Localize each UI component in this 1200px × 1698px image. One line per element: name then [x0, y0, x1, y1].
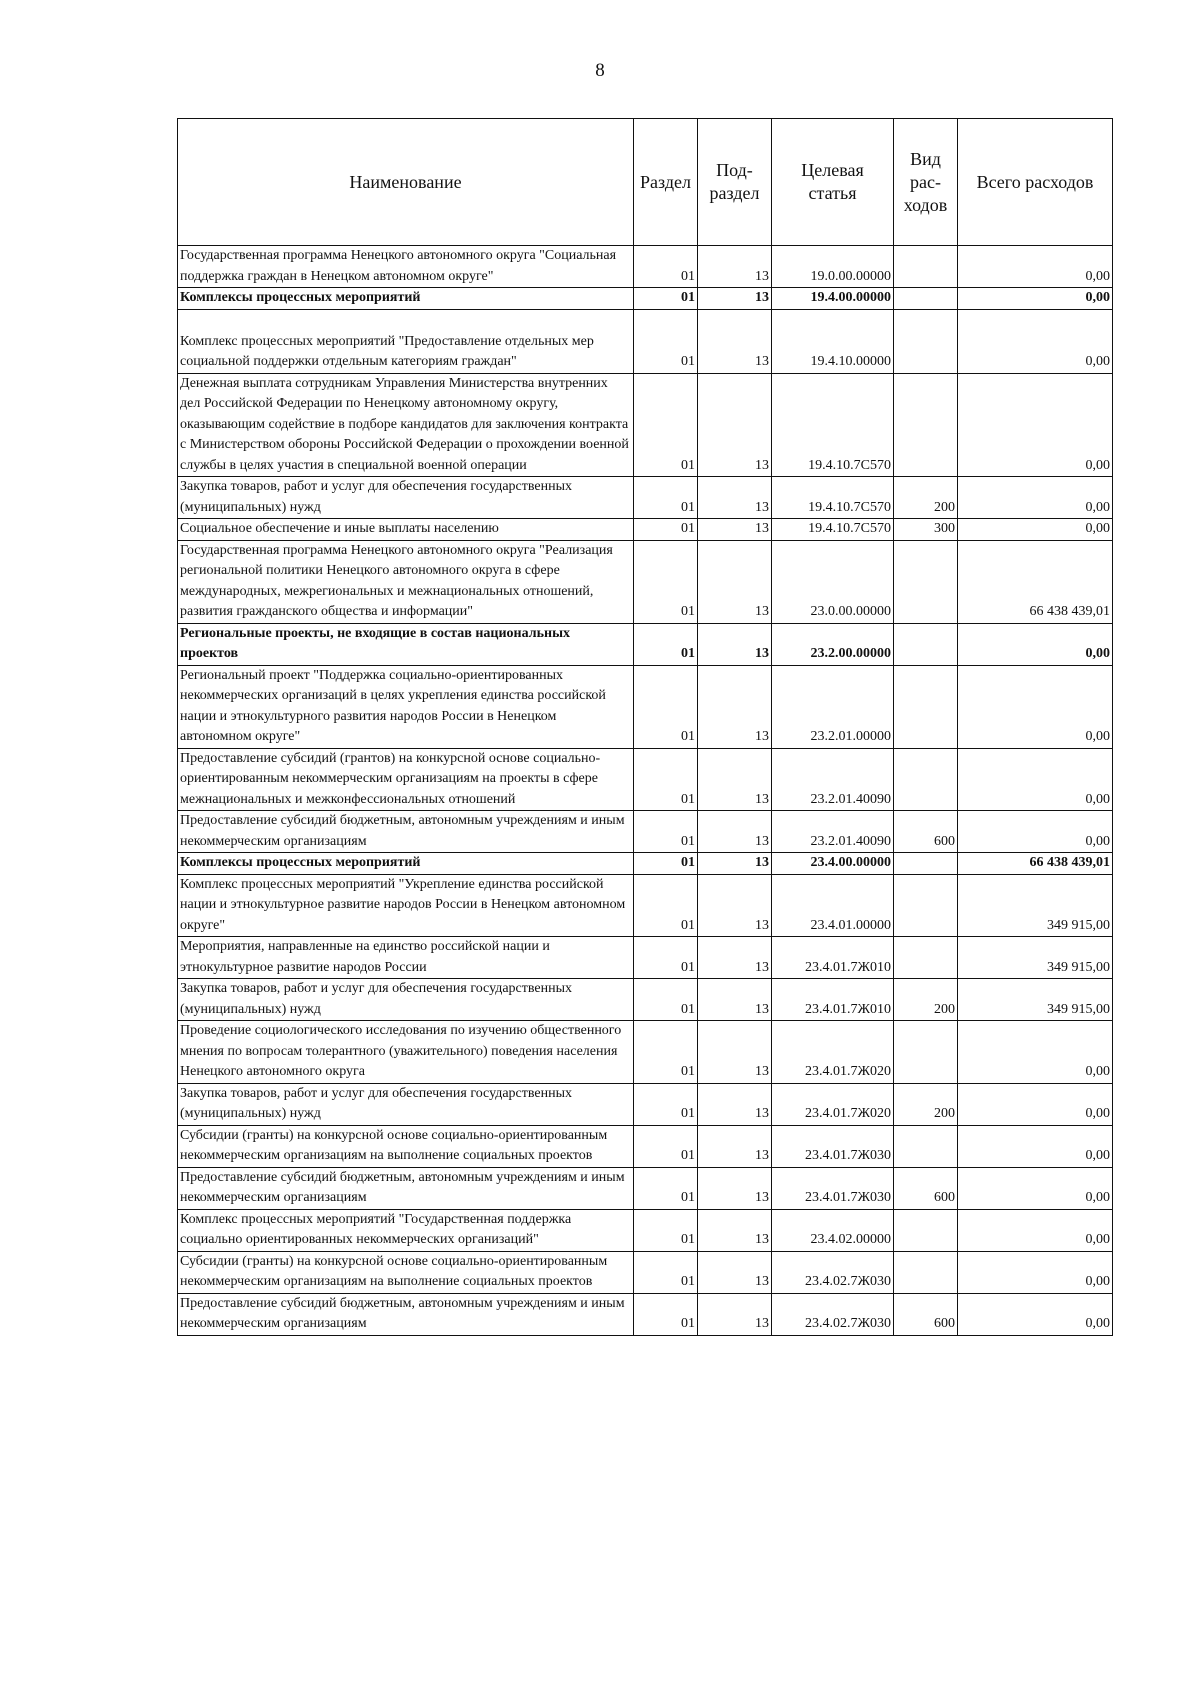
table-row — [178, 477, 1113, 519]
row-total-cell: 0,00 — [958, 477, 1113, 519]
row-subsection-cell: 13 — [698, 519, 772, 541]
row-total-cell: 0,00 — [958, 519, 1113, 541]
row-total-cell: 0,00 — [958, 1251, 1113, 1293]
table-row — [178, 1125, 1113, 1167]
table-row — [178, 540, 1113, 623]
row-article-cell: 19.4.10.00000 — [772, 309, 894, 373]
row-subsection-cell: 13 — [698, 373, 772, 477]
row-type-cell: 600 — [894, 811, 958, 853]
row-subsection-cell: 13 — [698, 288, 772, 310]
row-subsection-cell: 13 — [698, 1293, 772, 1335]
row-name-cell: Государственная программа Ненецкого автономного округа "Реализация региональной политики Ненецкого автономного округа в сфере международных, межрегиональных и межнациональных отношений, развития гражданского общества и информации" — [178, 540, 634, 623]
table-row — [178, 309, 1113, 373]
row-section-cell: 01 — [634, 1293, 698, 1335]
table-row — [178, 1251, 1113, 1293]
row-name-cell: Субсидии (гранты) на конкурсной основе социально-ориентированным некоммерческим организациям на выполнение социальных проектов — [178, 1251, 634, 1293]
row-total-cell: 0,00 — [958, 1083, 1113, 1125]
row-name-cell: Закупка товаров, работ и услуг для обеспечения государственных (муниципальных) нужд — [178, 1083, 634, 1125]
row-article-cell: 19.0.00.00000 — [772, 246, 894, 288]
row-total-cell: 349 915,00 — [958, 979, 1113, 1021]
row-name-cell: Мероприятия, направленные на единство российской нации и этнокультурное развитие народов России — [178, 937, 634, 979]
row-type-cell — [894, 665, 958, 748]
row-type-cell — [894, 748, 958, 811]
table-row — [178, 246, 1113, 288]
table-row — [178, 1209, 1113, 1251]
row-subsection-cell: 13 — [698, 1209, 772, 1251]
row-name-cell: Закупка товаров, работ и услуг для обеспечения государственных (муниципальных) нужд — [178, 477, 634, 519]
row-article-cell: 23.4.02.00000 — [772, 1209, 894, 1251]
row-section-cell: 01 — [634, 623, 698, 665]
row-total-cell: 349 915,00 — [958, 937, 1113, 979]
row-section-cell: 01 — [634, 519, 698, 541]
row-name-cell: Социальное обеспечение и иные выплаты населению — [178, 519, 634, 541]
row-name-cell: Комплекс процессных мероприятий "Государственная поддержка социально ориентированных некоммерческих организаций" — [178, 1209, 634, 1251]
row-total-cell: 349 915,00 — [958, 874, 1113, 937]
header-target-article: Целевая статья — [772, 119, 894, 246]
row-article-cell: 23.2.00.00000 — [772, 623, 894, 665]
row-total-cell: 0,00 — [958, 246, 1113, 288]
row-section-cell: 01 — [634, 665, 698, 748]
row-section-cell: 01 — [634, 1251, 698, 1293]
row-subsection-cell: 13 — [698, 665, 772, 748]
row-type-cell — [894, 1251, 958, 1293]
row-article-cell: 23.2.01.00000 — [772, 665, 894, 748]
row-article-cell: 23.4.01.7Ж030 — [772, 1167, 894, 1209]
table-row — [178, 1083, 1113, 1125]
table-row — [178, 979, 1113, 1021]
table-header-row — [178, 119, 1113, 246]
table-row — [178, 811, 1113, 853]
row-article-cell: 23.4.02.7Ж030 — [772, 1293, 894, 1335]
row-subsection-cell: 13 — [698, 477, 772, 519]
row-name-cell: Государственная программа Ненецкого автономного округа "Социальная поддержка граждан в Ненецком автономном округе" — [178, 246, 634, 288]
row-name-cell: Предоставление субсидий бюджетным, автономным учреждениям и иным некоммерческим организациям — [178, 1167, 634, 1209]
row-section-cell: 01 — [634, 748, 698, 811]
row-subsection-cell: 13 — [698, 1021, 772, 1084]
row-section-cell: 01 — [634, 874, 698, 937]
table-row — [178, 519, 1113, 541]
table-row — [178, 623, 1113, 665]
row-article-cell: 23.4.00.00000 — [772, 853, 894, 875]
row-article-cell: 19.4.00.00000 — [772, 288, 894, 310]
table-row — [178, 937, 1113, 979]
row-name-cell: Предоставление субсидий (грантов) на конкурсной основе социально-ориентированным некоммерческим организациям на проекты в сфере межнациональных и межконфессиональных отношений — [178, 748, 634, 811]
row-article-cell: 19.4.10.7С570 — [772, 519, 894, 541]
row-section-cell: 01 — [634, 853, 698, 875]
row-total-cell: 0,00 — [958, 1293, 1113, 1335]
row-article-cell: 23.4.01.00000 — [772, 874, 894, 937]
row-section-cell: 01 — [634, 1167, 698, 1209]
row-subsection-cell: 13 — [698, 979, 772, 1021]
row-subsection-cell: 13 — [698, 1167, 772, 1209]
row-section-cell: 01 — [634, 1125, 698, 1167]
row-name-cell: Предоставление субсидий бюджетным, автономным учреждениям и иным некоммерческим организациям — [178, 811, 634, 853]
row-article-cell: 19.4.10.7С570 — [772, 373, 894, 477]
header-total: Всего расходов — [958, 119, 1113, 246]
row-subsection-cell: 13 — [698, 1083, 772, 1125]
row-type-cell — [894, 373, 958, 477]
row-section-cell: 01 — [634, 937, 698, 979]
row-article-cell: 23.4.01.7Ж020 — [772, 1021, 894, 1084]
row-subsection-cell: 13 — [698, 1251, 772, 1293]
row-type-cell — [894, 309, 958, 373]
row-section-cell: 01 — [634, 811, 698, 853]
row-type-cell: 200 — [894, 1083, 958, 1125]
row-article-cell: 23.4.02.7Ж030 — [772, 1251, 894, 1293]
row-section-cell: 01 — [634, 1083, 698, 1125]
table-row — [178, 1293, 1113, 1335]
table-row — [178, 874, 1113, 937]
header-expense-type: Вид рас- ходов — [894, 119, 958, 246]
row-type-cell — [894, 1125, 958, 1167]
row-section-cell: 01 — [634, 1021, 698, 1084]
row-subsection-cell: 13 — [698, 874, 772, 937]
table-body — [178, 246, 1113, 1336]
row-total-cell: 0,00 — [958, 665, 1113, 748]
row-name-cell: Предоставление субсидий бюджетным, автономным учреждениям и иным некоммерческим организациям — [178, 1293, 634, 1335]
row-type-cell: 200 — [894, 477, 958, 519]
table-row — [178, 288, 1113, 310]
header-name: Наименование — [178, 119, 634, 246]
row-total-cell: 0,00 — [958, 288, 1113, 310]
row-total-cell: 0,00 — [958, 811, 1113, 853]
row-article-cell: 19.4.10.7С570 — [772, 477, 894, 519]
row-total-cell: 0,00 — [958, 373, 1113, 477]
row-type-cell — [894, 623, 958, 665]
row-subsection-cell: 13 — [698, 309, 772, 373]
row-name-cell: Комплексы процессных мероприятий — [178, 853, 634, 875]
row-article-cell: 23.4.01.7Ж030 — [772, 1125, 894, 1167]
table-row — [178, 853, 1113, 875]
row-article-cell: 23.0.00.00000 — [772, 540, 894, 623]
row-type-cell: 300 — [894, 519, 958, 541]
row-total-cell: 0,00 — [958, 1167, 1113, 1209]
table-row — [178, 1167, 1113, 1209]
row-name-cell: Субсидии (гранты) на конкурсной основе социально-ориентированным некоммерческим организациям на выполнение социальных проектов — [178, 1125, 634, 1167]
row-subsection-cell: 13 — [698, 853, 772, 875]
row-section-cell: 01 — [634, 540, 698, 623]
table-row — [178, 748, 1113, 811]
row-type-cell — [894, 246, 958, 288]
row-type-cell — [894, 937, 958, 979]
row-subsection-cell: 13 — [698, 748, 772, 811]
row-name-cell: Комплекс процессных мероприятий "Укрепление единства российской нации и этнокультурное развитие народов России в Ненецком автономном округе" — [178, 874, 634, 937]
row-article-cell: 23.2.01.40090 — [772, 748, 894, 811]
row-name-cell: Закупка товаров, работ и услуг для обеспечения государственных (муниципальных) нужд — [178, 979, 634, 1021]
row-total-cell: 66 438 439,01 — [958, 853, 1113, 875]
row-subsection-cell: 13 — [698, 811, 772, 853]
row-type-cell: 600 — [894, 1293, 958, 1335]
row-type-cell — [894, 853, 958, 875]
row-section-cell: 01 — [634, 477, 698, 519]
row-total-cell: 0,00 — [958, 1125, 1113, 1167]
row-total-cell: 0,00 — [958, 1209, 1113, 1251]
table-row — [178, 1021, 1113, 1084]
row-section-cell: 01 — [634, 1209, 698, 1251]
row-section-cell: 01 — [634, 288, 698, 310]
table-row — [178, 373, 1113, 477]
header-subsection: Под- раздел — [698, 119, 772, 246]
row-article-cell: 23.4.01.7Ж010 — [772, 979, 894, 1021]
header-section: Раздел — [634, 119, 698, 246]
row-type-cell — [894, 288, 958, 310]
row-type-cell: 200 — [894, 979, 958, 1021]
row-section-cell: 01 — [634, 373, 698, 477]
row-type-cell: 600 — [894, 1167, 958, 1209]
row-total-cell: 0,00 — [958, 309, 1113, 373]
row-section-cell: 01 — [634, 309, 698, 373]
row-subsection-cell: 13 — [698, 540, 772, 623]
row-subsection-cell: 13 — [698, 937, 772, 979]
row-total-cell: 66 438 439,01 — [958, 540, 1113, 623]
page-number: 8 — [595, 60, 605, 81]
row-name-cell: Проведение социологического исследования по изучению общественного мнения по вопросам толерантного (уважительного) поведения населения Ненецкого автономного округа — [178, 1021, 634, 1084]
row-article-cell: 23.4.01.7Ж020 — [772, 1083, 894, 1125]
row-name-cell: Комплекс процессных мероприятий "Предоставление отдельных мер социальной поддержки отдельным категориям граждан" — [178, 309, 634, 373]
row-type-cell — [894, 540, 958, 623]
row-article-cell: 23.4.01.7Ж010 — [772, 937, 894, 979]
row-article-cell: 23.2.01.40090 — [772, 811, 894, 853]
row-name-cell: Денежная выплата сотрудникам Управления Министерства внутренних дел Российской Федерации по Ненецкому автономному округу, оказывающим содействие в подборе кандидатов для заключения контракта с Министерством обороны Российской Федерации о прохождении военной службы в целях участия в специальной военной операции — [178, 373, 634, 477]
row-total-cell: 0,00 — [958, 1021, 1113, 1084]
row-total-cell: 0,00 — [958, 748, 1113, 811]
row-total-cell: 0,00 — [958, 623, 1113, 665]
row-type-cell — [894, 1209, 958, 1251]
row-subsection-cell: 13 — [698, 246, 772, 288]
row-subsection-cell: 13 — [698, 623, 772, 665]
row-type-cell — [894, 1021, 958, 1084]
table-row — [178, 665, 1113, 748]
row-name-cell: Региональные проекты, не входящие в состав национальных проектов — [178, 623, 634, 665]
row-name-cell: Комплексы процессных мероприятий — [178, 288, 634, 310]
row-type-cell — [894, 874, 958, 937]
row-section-cell: 01 — [634, 246, 698, 288]
row-name-cell: Региональный проект "Поддержка социально-ориентированных некоммерческих организаций в целях укрепления единства российской нации и этнокультурного развития народов России в Ненецком автономном округе" — [178, 665, 634, 748]
row-section-cell: 01 — [634, 979, 698, 1021]
row-subsection-cell: 13 — [698, 1125, 772, 1167]
budget-table — [177, 118, 1113, 1336]
